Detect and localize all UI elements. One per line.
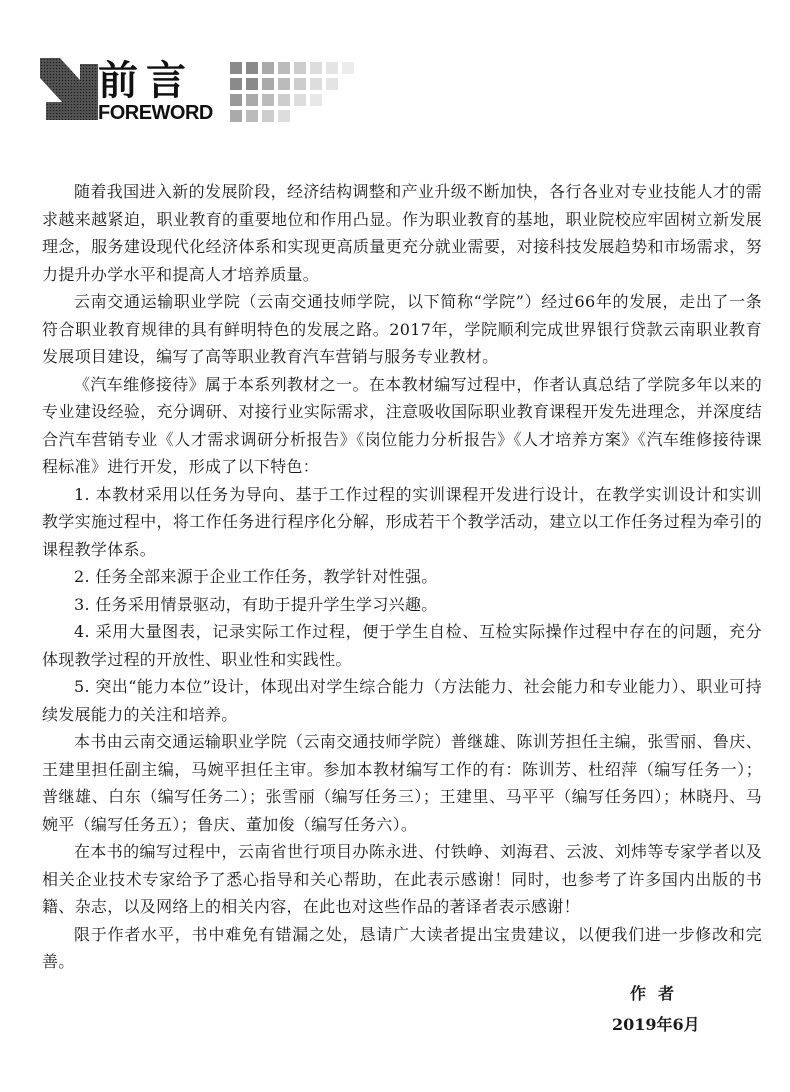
- feature-item-5: 5. 突出“能力本位”设计，体现出对学生综合能力（方法能力、社会能力和专业能力）、职业可持续发展能力的关注和培养。: [42, 677, 762, 724]
- feature-item-3: 3. 任务采用情景驱动，有助于提升学生学习兴趣。: [74, 594, 438, 614]
- arrow-icon: [40, 58, 98, 120]
- feature-item-4: 4. 采用大量图表，记录实际工作过程，便于学生自检、互检实际操作过程中存在的问题，充分体现教学过程的开放性、职业性和实践性。: [42, 622, 762, 669]
- page-subtitle: FOREWORD: [98, 102, 213, 124]
- signature-author: 作者: [630, 984, 687, 1003]
- decorative-squares: [230, 62, 370, 124]
- authors-paragraph: 本书由云南交通运输职业学院（云南交通技师学院）普继雄、陈训芳担任主编，张雪丽、鲁庆、王建里担任副主编，马婉平担任主审。参加本教材编写工作的有：陈训芳、杜绍萍（编写任务一）；普继雄、白东（编写任务二）；张雪丽（编写任务三）；王建里、马平平（编写任务四）；林晓丹、马婉平（编写任务五）；鲁庆、董加俊（编写任务六）。: [42, 732, 762, 834]
- paragraph-2: 云南交通运输职业学院（云南交通技师学院，以下简称“学院”）经过66年的发展，走出了一条符合职业教育规律的具有鲜明特色的发展之路。2017年，学院顺利完成世界银行贷款云南职业教育发展项目建设，编写了高等职业教育汽车营销与服务专业教材。: [42, 292, 762, 366]
- paragraph-3: 《汽车维修接待》属于本系列教材之一。在本教材编写过程中，作者认真总结了学院多年以来的专业建设经验，充分调研、对接行业实际需求，注意吸收国际职业教育课程开发先进理念，并深度结合汽车营销专业《人才需求调研分析报告》《岗位能力分析报告》《人才培养方案》《汽车维修接待课程标准》进行开发，形成了以下特色：: [42, 374, 762, 476]
- signature-date: 2019年6月: [612, 1015, 700, 1034]
- foreword-body: [42, 178, 762, 976]
- closing-paragraph: 限于作者水平，书中难免有错漏之处，恳请广大读者提出宝贵建议，以便我们进一步修改和完善。: [42, 924, 762, 971]
- paragraph-1: 随着我国进入新的发展阶段，经济结构调整和产业升级不断加快，各行各业对专业技能人才的需求越来越紧迫，职业教育的重要地位和作用凸显。作为职业教育的基地，职业院校应牢固树立新发展理念，服务建设现代化经济体系和实现更高质量更充分就业需要，对接科技发展趋势和市场需求，努力提升办学水平和提高人才培养质量。: [42, 182, 762, 284]
- acknowledgement-paragraph: 在本书的编写过程中，云南省世行项目办陈永进、付铁峥、刘海君、云波、刘炜等专家学者以及相关企业技术专家给予了悉心指导和关心帮助，在此表示感谢！同时，也参考了许多国内出版的书籍、杂志，以及网络上的相关内容，在此也对这些作品的著译者表示感谢！: [42, 842, 762, 916]
- feature-item-1: 1. 本教材采用以任务为导向、基于工作过程的实训课程开发进行设计，在教学实训设计和实训教学实施过程中，将工作任务进行程序化分解，形成若干个教学活动，建立以工作任务过程为牵引的课程教学体系。: [42, 484, 762, 559]
- foreword-header: [40, 58, 360, 128]
- feature-item-2: 2. 任务全部来源于企业工作任务，教学针对性强。: [74, 567, 438, 586]
- page-title: 前言: [98, 58, 194, 104]
